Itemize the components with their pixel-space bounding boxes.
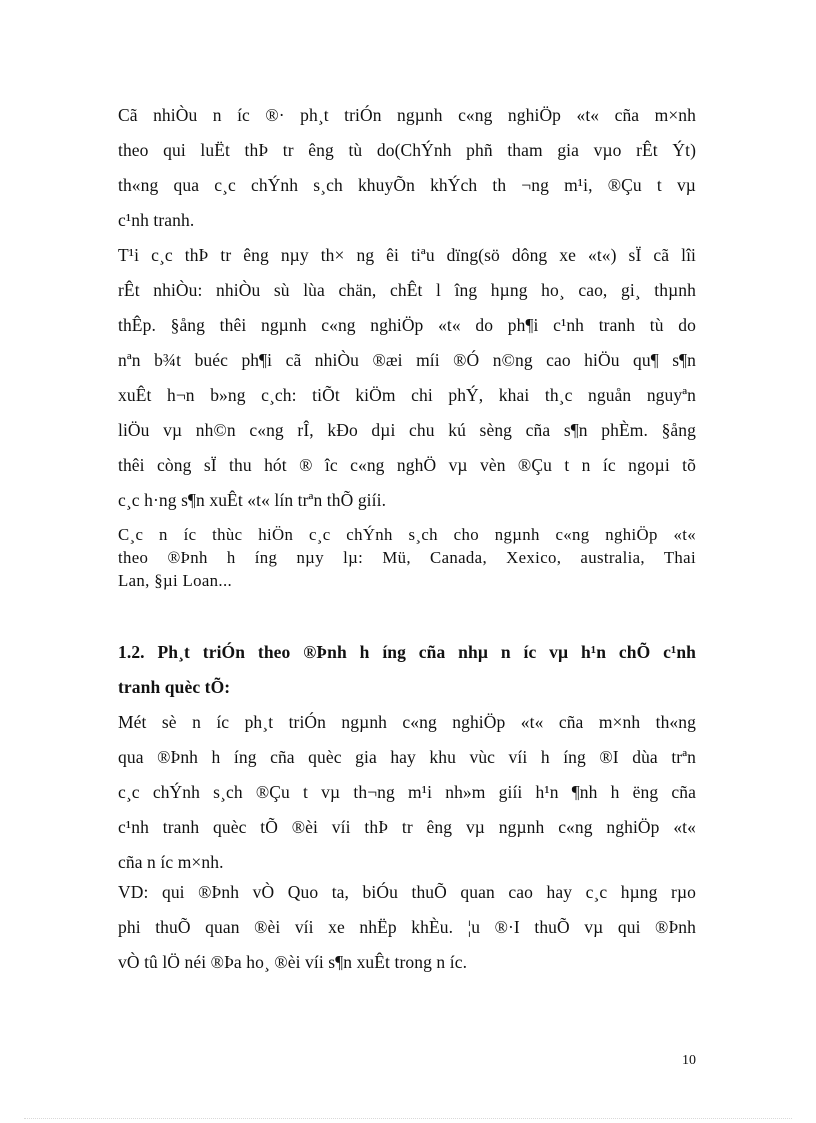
page-bottom-divider [24,1118,792,1119]
text-line: thêi còng sÏ thu hót ® îc c«ng nghÖ vµ vèn ®Çu t n íc ngoµi tõ [118,455,696,475]
text-line: theo qui luËt thÞ tr êng tù do(ChÝnh phñ tham gia vµo rÊt Ýt) [118,140,696,160]
text-line: Cã nhiÒu n íc ®· ph¸t triÓn ngµnh c«ng nghiÖp «t« cña m×nh [118,105,696,125]
text-line: liÖu vµ nh©n c«ng rÎ, kÐo dµi chu kú sèng cña s¶n phÈm. §ång [118,420,696,440]
text-line: Lan, §µi Loan... [118,571,233,590]
text-line: vÒ tû lÖ néi ®Þa ho¸ ®èi víi s¶n xuÊt trong n íc. [118,952,468,972]
heading-line: 1.2. Ph¸t triÓn theo ®Þnh h íng cña nhµ n íc vµ h¹n chÕ c¹nh [118,642,696,662]
text-line: VD: qui ®Þnh vÒ Quo ta, biÓu thuÕ quan cao hay c¸c hµng rµo [118,882,696,902]
text-line: xuÊt h¬n b»ng c¸ch: tiÕt kiÖm chi phÝ, khai th¸c nguån nguyªn [118,385,696,405]
text-line: rÊt nhiÒu: nhiÒu sù lùa chän, chÊt l îng hµng ho¸ cao, gi¸ thµnh [118,280,696,300]
text-line: th«ng qua c¸c chÝnh s¸ch khuyÕn khÝch th ¬ng m¹i, ®Çu t vµ [118,175,696,195]
text-line: c¸c chÝnh s¸ch ®Çu t vµ th¬ng m¹i nh»m giíi h¹n ¶nh h ëng cña [118,782,696,802]
text-line: Mét sè n íc ph¸t triÓn ngµnh c«ng nghiÖp «t« cña m×nh th«ng [118,712,696,732]
text-line: theo ®Þnh h íng nµy lµ: Mü, Canada, Xexico, australia, Thai [118,548,696,567]
heading-line: tranh quèc tÕ: [118,677,231,697]
text-line: T¹i c¸c thÞ tr êng nµy th× ng êi tiªu dïng(sö dông xe «t«) sÏ cã lîi [118,245,696,265]
text-line: c¹nh tranh. [118,210,195,230]
text-line: thÊp. §ång thêi ngµnh c«ng nghiÖp «t« do ph¶i c¹nh tranh tù do [118,315,696,335]
text-line: c¹nh tranh quèc tÕ ®èi víi thÞ tr êng vµ ngµnh c«ng nghiÖp «t« [118,817,696,837]
text-line: qua ®Þnh h íng cña quèc gia hay khu vùc víi h íng ®I dùa trªn [118,747,696,767]
text-line: C¸c n íc thùc hiÖn c¸c chÝnh s¸ch cho ngµnh c«ng nghiÖp «t« [118,525,696,544]
text-line: cña n íc m×nh. [118,852,224,872]
text-line: nªn b¾t buéc ph¶i cã nhiÒu ®æi míi ®Ó n©ng cao hiÖu qu¶ s¶n [118,350,696,370]
text-line: c¸c h·ng s¶n xuÊt «t« lín trªn thÕ giíi. [118,490,387,510]
text-line: phi thuÕ quan ®èi víi xe nhËp khÈu. ¦u ®·I thuÕ vµ qui ®Þnh [118,917,696,937]
page-number: 10 [682,1053,696,1068]
